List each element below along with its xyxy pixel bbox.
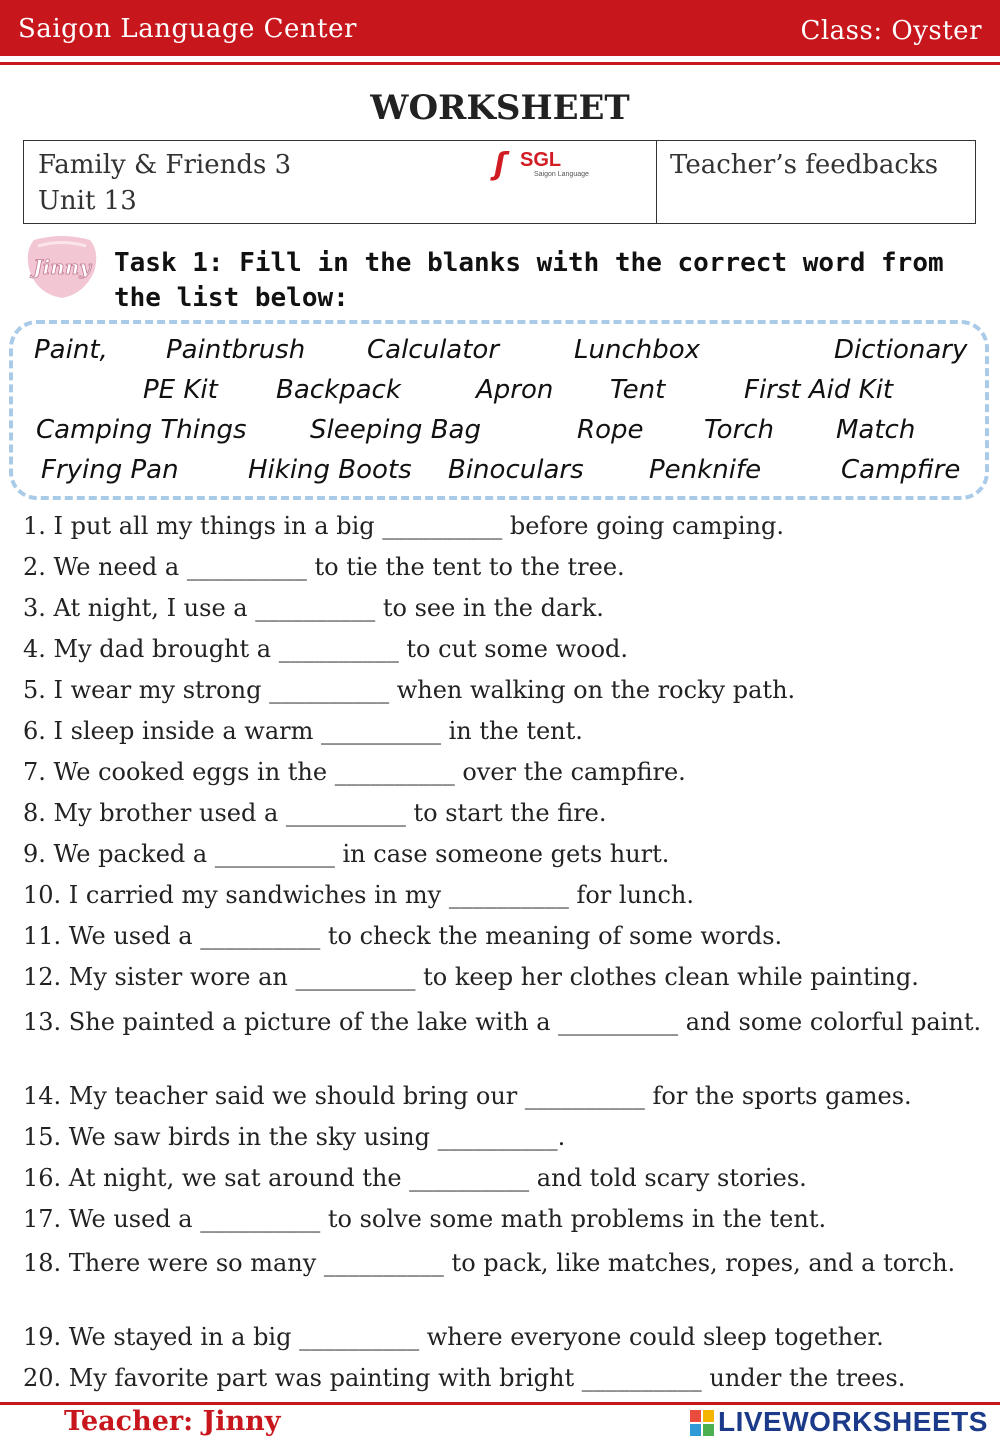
question-item[interactable]: 15. We saw birds in the sky using __________. <box>23 1123 566 1151</box>
page-title: WORKSHEET <box>370 88 630 128</box>
table-divider <box>656 141 657 223</box>
word-bank-item: Lunchbox <box>574 335 701 365</box>
word-bank-item: Tent <box>610 375 666 405</box>
word-bank-item: Binoculars <box>448 455 584 485</box>
jinny-badge <box>24 232 100 300</box>
liveworksheets-icon <box>690 1410 714 1436</box>
word-bank-item: Calculator <box>367 335 500 365</box>
question-item[interactable]: 17. We used a __________ to solve some math problems in the tent. <box>23 1205 827 1233</box>
sgl-logo-sub: Saigon Language <box>534 171 589 178</box>
book-info <box>38 147 291 219</box>
word-bank-item: Torch <box>704 415 775 445</box>
word-bank-item: Frying Pan <box>41 455 179 485</box>
task-instruction: Task 1: Fill in the blanks with the correct word from the list below: <box>114 248 944 313</box>
word-bank-item: Hiking Boots <box>248 455 412 485</box>
word-bank-item: Sleeping Bag <box>310 415 481 445</box>
word-bank-item: Paint, <box>34 335 108 365</box>
question-item[interactable]: 1. I put all my things in a big __________ before going camping. <box>23 512 785 540</box>
question-item[interactable]: 9. We packed a __________ in case someone gets hurt. <box>23 840 670 868</box>
question-item[interactable]: 16. At night, we sat around the __________ and told scary stories. <box>23 1164 807 1192</box>
question-item[interactable]: 2. We need a __________ to tie the tent to the tree. <box>23 553 625 581</box>
book-title: Family & Friends 3 <box>38 150 292 180</box>
sgl-logo-text: SGL <box>520 149 562 171</box>
word-bank-item: Camping Things <box>36 415 247 445</box>
word-bank-item: First Aid Kit <box>744 375 894 405</box>
info-table <box>23 140 976 224</box>
question-item[interactable]: 3. At night, I use a __________ to see in the dark. <box>23 594 604 622</box>
question-item[interactable]: 18. There were so many __________ to pack, like matches, ropes, and a torch. <box>23 1249 956 1277</box>
question-item[interactable]: 13. She painted a picture of the lake with a __________ and some colorful paint. <box>23 1008 982 1036</box>
question-item[interactable]: 20. My favorite part was painting with bright __________ under the trees. <box>23 1364 906 1392</box>
question-item[interactable]: 12. My sister wore an __________ to keep her clothes clean while painting. <box>23 963 919 991</box>
question-item[interactable]: 7. We cooked eggs in the __________ over the campfire. <box>23 758 686 786</box>
question-item[interactable]: 11. We used a __________ to check the meaning of some words. <box>23 922 783 950</box>
word-bank-item: PE Kit <box>143 375 218 405</box>
question-item[interactable]: 14. My teacher said we should bring our __________ for the sports games. <box>23 1082 912 1110</box>
word-bank-item: Campfire <box>841 455 961 485</box>
question-item[interactable]: 6. I sleep inside a warm __________ in the tent. <box>23 717 583 745</box>
sgl-swirl-icon: ʃ <box>494 147 507 182</box>
word-bank-item: Penknife <box>649 455 762 485</box>
question-item[interactable]: 8. My brother used a __________ to start the fire. <box>23 799 607 827</box>
word-bank-item: Apron <box>476 375 554 405</box>
header-bar <box>0 0 1000 64</box>
word-bank-item: Dictionary <box>834 335 968 365</box>
footer-teacher: Teacher: Jinny <box>64 1406 281 1437</box>
word-bank-item: Paintbrush <box>166 335 306 365</box>
center-name: Saigon Language Center <box>18 14 357 44</box>
word-bank-item: Backpack <box>276 375 401 405</box>
word-bank-item: Match <box>836 415 916 445</box>
question-item[interactable]: 19. We stayed in a big __________ where everyone could sleep together. <box>23 1323 884 1351</box>
liveworksheets-brand: LIVEWORKSHEETS <box>718 1406 988 1437</box>
class-label: Class: Oyster <box>800 16 982 46</box>
question-item[interactable]: 4. My dad brought a __________ to cut some wood. <box>23 635 629 663</box>
question-item[interactable]: 5. I wear my strong __________ when walking on the rocky path. <box>23 676 796 704</box>
question-item[interactable]: 10. I carried my sandwiches in my __________ for lunch. <box>23 881 695 909</box>
liveworksheets-logo <box>690 1404 990 1440</box>
teacher-feedback-label: Teacher’s feedbacks <box>670 150 939 180</box>
sgl-logo <box>494 145 594 185</box>
unit-label: Unit 13 <box>38 186 137 216</box>
word-bank-item: Rope <box>577 415 644 445</box>
jinny-badge-text: Jinny <box>33 255 91 279</box>
